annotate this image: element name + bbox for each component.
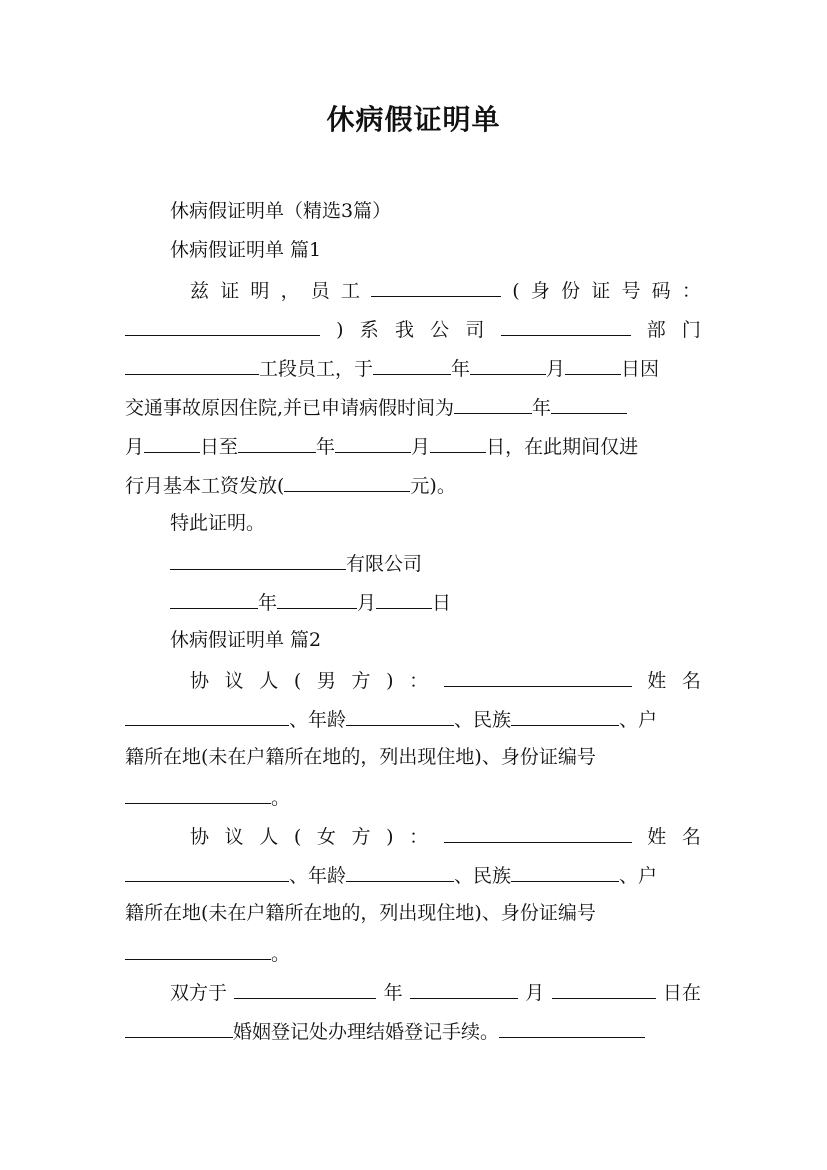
marriage-registry-line (125, 1011, 701, 1050)
text-run: 、年龄 (289, 709, 347, 731)
text-char: 男 (316, 670, 336, 692)
blank-field (125, 855, 289, 882)
blank-field (444, 816, 632, 843)
blank-field (346, 855, 454, 882)
text-char: 司 (465, 319, 485, 341)
text-char: 我 (394, 319, 414, 341)
text-char: 方 (351, 826, 371, 848)
section1-line5 (125, 426, 701, 465)
blank-field (565, 348, 621, 375)
closing-text: 特此证明。 (170, 512, 266, 534)
text-char: 员 (310, 280, 330, 302)
blank-field (335, 426, 411, 453)
text-char: 身 (530, 280, 550, 302)
text-char: ， (280, 280, 300, 302)
text-char: 方 (351, 670, 371, 692)
text-char: 协 (190, 670, 210, 692)
text-char: 人 (259, 670, 279, 692)
text-run: 日至 (200, 436, 239, 458)
text-char: 证 (220, 280, 240, 302)
blank-field (125, 777, 271, 804)
blank-field (499, 1011, 645, 1038)
female-id-line (125, 933, 701, 972)
blank-field (125, 1011, 233, 1038)
blank-field (376, 582, 432, 609)
blank-field (470, 348, 546, 375)
company-suffix: 有限公司 (346, 553, 423, 575)
blank-field (444, 660, 632, 687)
section1-line4 (125, 387, 701, 426)
text-char: 议 (224, 670, 244, 692)
text-char: 门 (681, 319, 701, 341)
document-title: 休病假证明单 (326, 103, 501, 136)
text-char: ： (409, 670, 429, 692)
text-run: 。 (271, 787, 291, 809)
text-char: 系 (359, 319, 379, 341)
text-char: 明 (250, 280, 270, 302)
blank-field (552, 972, 656, 999)
text-run: 年 (383, 982, 403, 1004)
text-char: ( (293, 826, 302, 848)
blank-field (125, 309, 320, 336)
text-run: 日在 (662, 982, 701, 1004)
blank-field (410, 972, 518, 999)
text-char: ) (386, 826, 394, 848)
blank-field (501, 309, 631, 336)
text-char: ： (681, 280, 701, 302)
text-run: 月 (546, 358, 566, 380)
text-char: 名 (681, 670, 701, 692)
blank-field (511, 699, 619, 726)
text-run: 、年龄 (289, 865, 347, 887)
text-run: 年 (451, 358, 471, 380)
blank-field (234, 972, 376, 999)
section1-line2 (125, 309, 701, 348)
text-char: 人 (259, 826, 279, 848)
blank-field (373, 348, 451, 375)
text-run: 婚姻登记处办理结婚登记手续。 (233, 1021, 500, 1043)
text-char: 姓 (647, 670, 667, 692)
blank-field (511, 855, 619, 882)
text-run: 月 (125, 436, 145, 458)
text-run: 交通事故原因住院,并已申请病假时间为 (125, 397, 455, 419)
text-run: 年 (316, 436, 336, 458)
blank-field (371, 270, 501, 297)
female-age-line (125, 855, 701, 894)
text-char: 码 (651, 280, 671, 302)
blank-field (170, 543, 346, 570)
date-line (170, 582, 701, 621)
section1-line1 (190, 270, 701, 309)
text-char: 兹 (190, 280, 210, 302)
text-run: 行月基本工资发放( (125, 475, 285, 497)
text-char: 议 (224, 826, 244, 848)
text-char: ) (386, 670, 394, 692)
text-run: 日，在此期间仅进 (486, 436, 639, 458)
section1-line6 (125, 465, 701, 504)
text-char: 名 (681, 826, 701, 848)
text-char: 工 (340, 280, 360, 302)
male-id-line (125, 777, 701, 816)
text-run: 元)。 (410, 475, 456, 497)
text-run: 月 (525, 982, 545, 1004)
text-char: 女 (316, 826, 336, 848)
text-char: 公 (430, 319, 450, 341)
subtitle: 休病假证明单（精选3篇） (170, 200, 392, 222)
text-char: 姓 (647, 826, 667, 848)
blank-field (170, 582, 258, 609)
blank-field (125, 933, 271, 960)
blank-field (284, 465, 410, 492)
female-party-line (190, 816, 701, 855)
text-char: ) (336, 319, 344, 341)
text-run: 月 (357, 592, 377, 614)
section1-heading: 休病假证明单 篇1 (170, 239, 322, 261)
text-char: ( (512, 280, 520, 302)
female-domicile-line: 籍所在地(未在户籍所在地的，列出现住地)、身份证编号 (125, 902, 596, 924)
blank-field (144, 426, 200, 453)
text-char: 份 (561, 280, 581, 302)
text-char: 部 (646, 319, 666, 341)
blank-field (551, 387, 627, 414)
text-run: 。 (271, 943, 291, 965)
text-run: 月 (411, 436, 431, 458)
blank-field (430, 426, 486, 453)
company-line (170, 543, 701, 582)
blank-field (277, 582, 357, 609)
text-run: 、民族 (454, 865, 512, 887)
blank-field (125, 348, 259, 375)
text-run: 、民族 (454, 709, 512, 731)
section1-line3 (125, 348, 701, 387)
text-char: ： (409, 826, 429, 848)
text-run: 工段员工，于 (259, 358, 374, 380)
text-run: 、户 (619, 709, 658, 731)
blank-field (125, 699, 289, 726)
marriage-date-line (170, 972, 701, 1011)
text-char: ( (293, 670, 302, 692)
text-run: 年 (532, 397, 552, 419)
blank-field (238, 426, 316, 453)
male-domicile-line: 籍所在地(未在户籍所在地的，列出现住地)、身份证编号 (125, 746, 596, 768)
text-run: 日 (432, 592, 452, 614)
text-run: 双方于 (170, 982, 228, 1004)
blank-field (454, 387, 532, 414)
male-party-line (190, 660, 701, 699)
section2-heading: 休病假证明单 篇2 (170, 629, 322, 651)
text-run: 、户 (619, 865, 658, 887)
text-char: 证 (591, 280, 611, 302)
text-char: 号 (621, 280, 641, 302)
male-age-line (125, 699, 701, 738)
text-run: 年 (258, 592, 278, 614)
text-run: 日因 (621, 358, 660, 380)
blank-field (346, 699, 454, 726)
text-char: 协 (190, 826, 210, 848)
